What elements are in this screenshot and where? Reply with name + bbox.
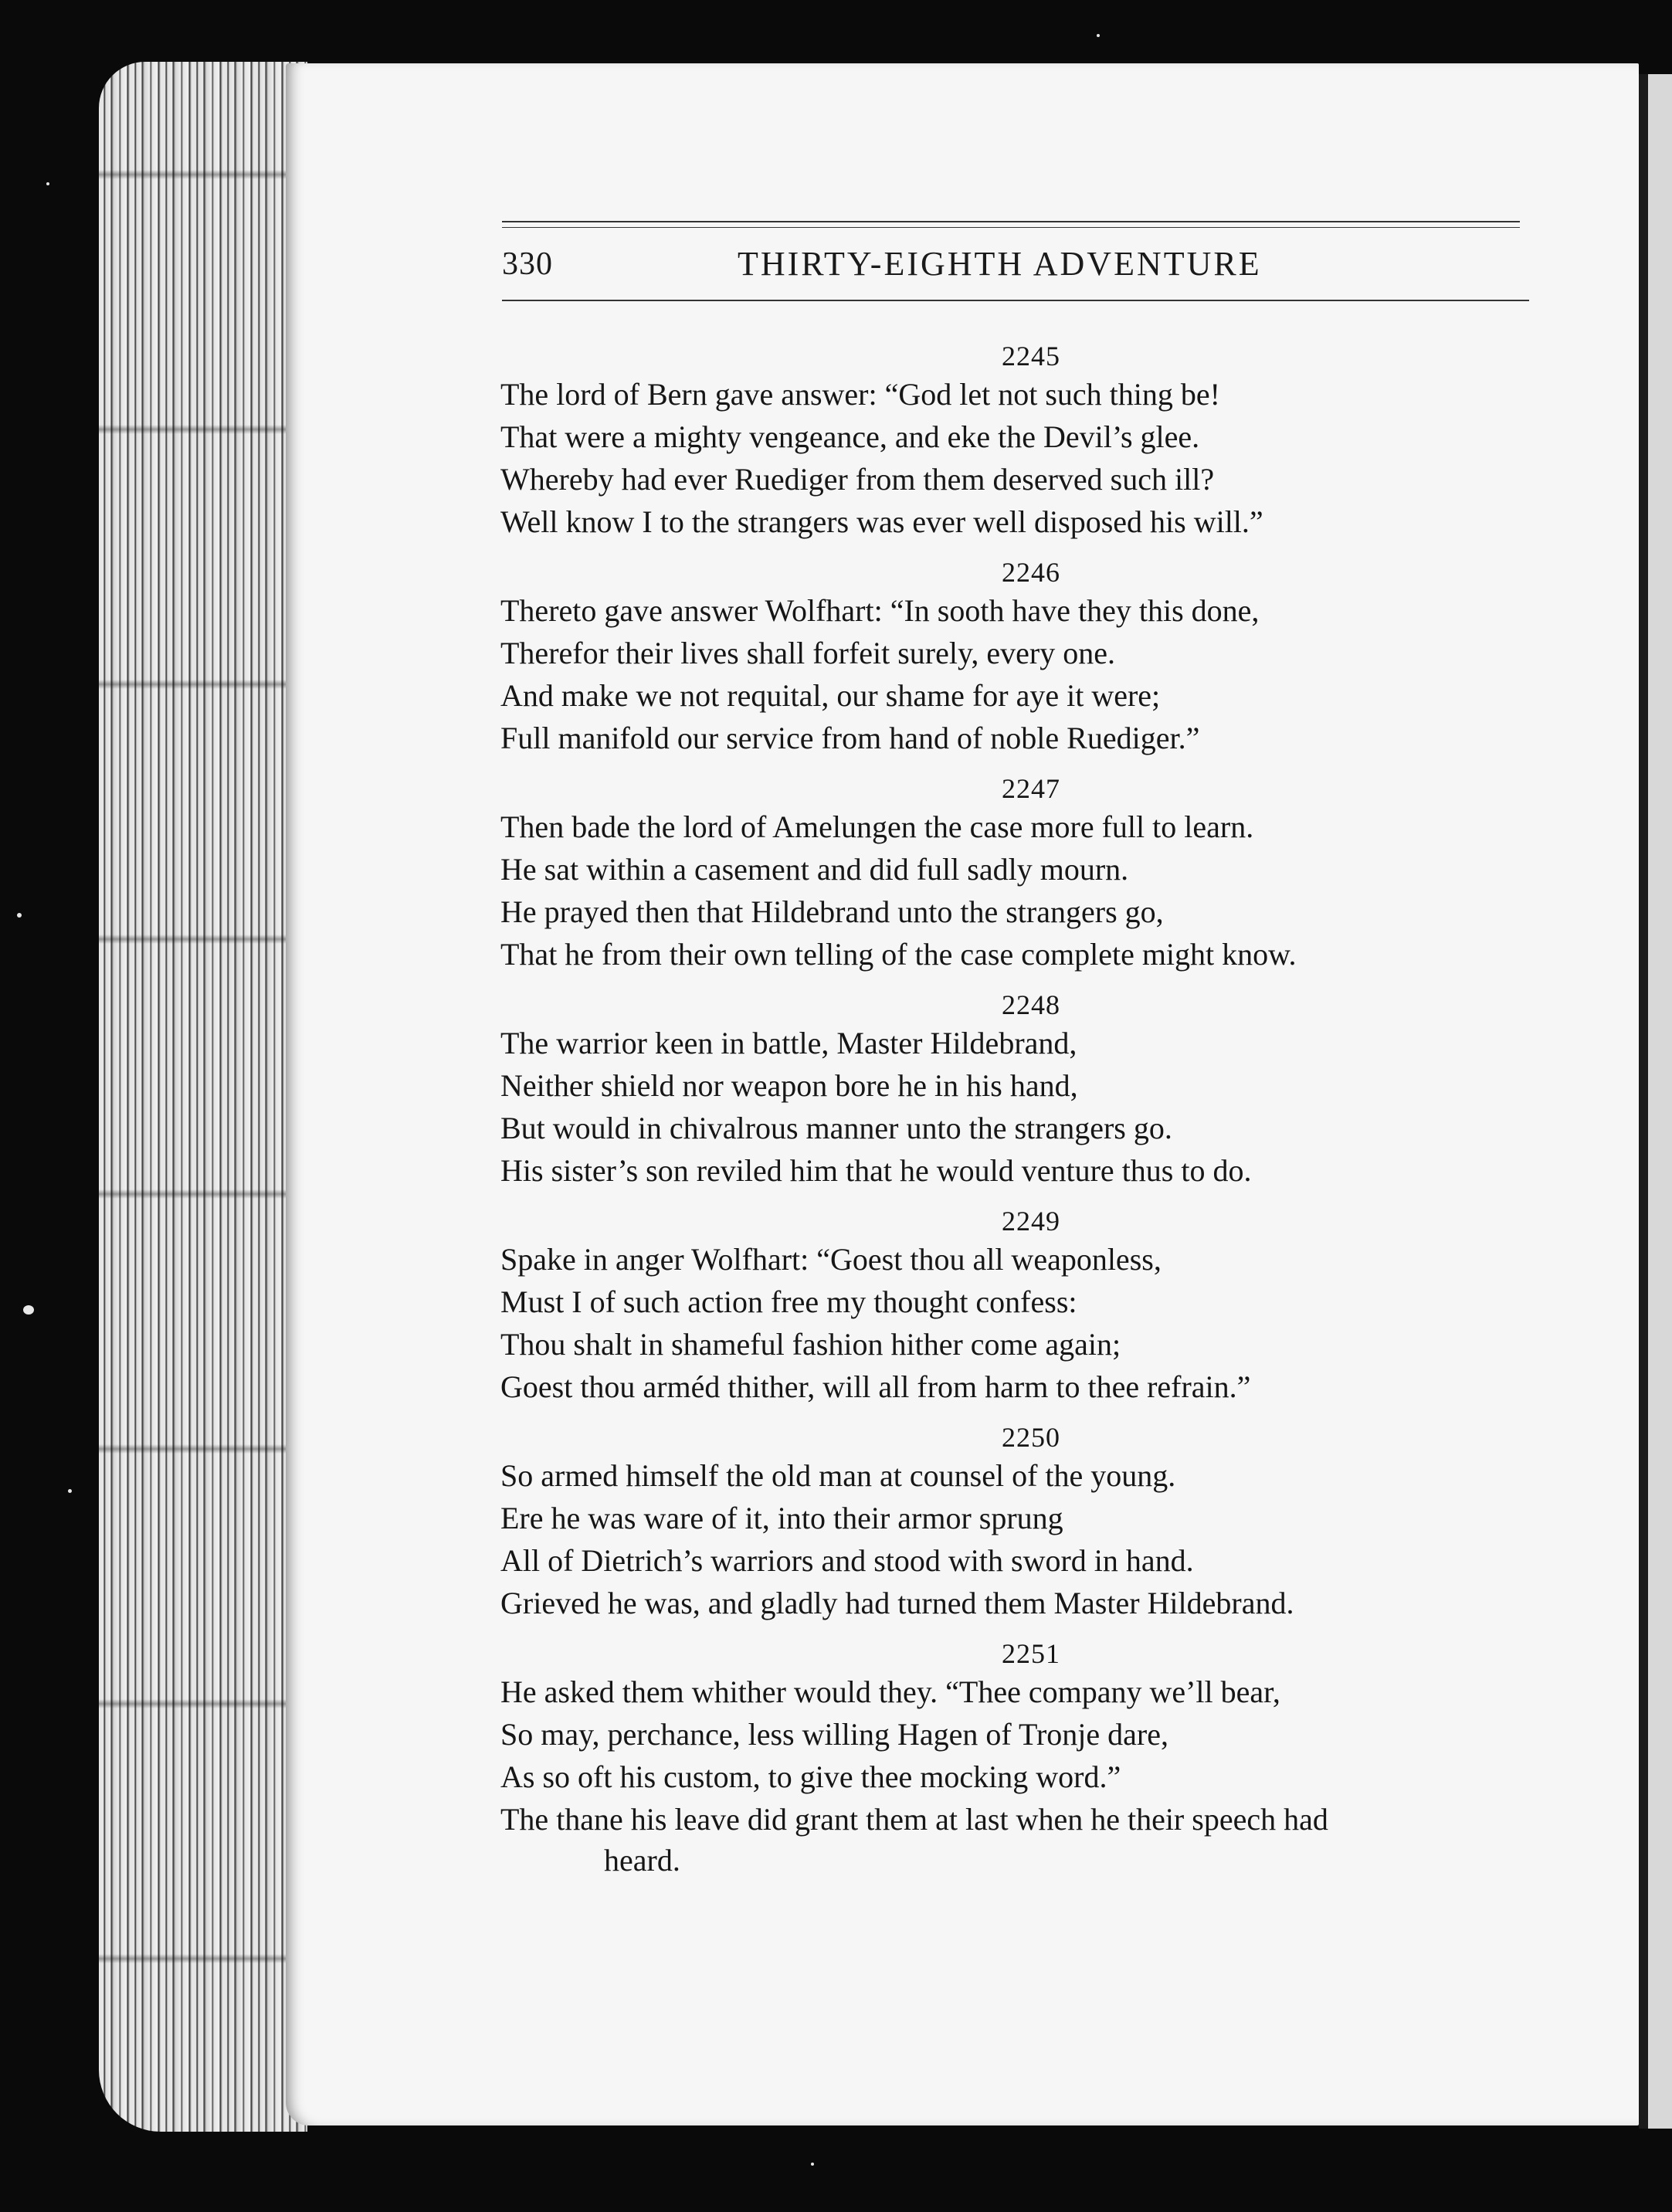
dust-speck bbox=[811, 2163, 814, 2166]
verse-line: That were a mighty vengeance, and eke the Devil’s glee. bbox=[500, 419, 1200, 454]
stanza-number: 2250 bbox=[1002, 1422, 1060, 1453]
verse-line: Whereby had ever Ruediger from them deserved such ill? bbox=[500, 462, 1215, 497]
verse-line: That he from their own telling of the case complete might know. bbox=[500, 937, 1297, 972]
verse-line: Grieved he was, and gladly had turned them Master Hildebrand. bbox=[500, 1586, 1294, 1620]
dust-speck bbox=[23, 1305, 34, 1315]
verse-line: Neither shield nor weapon bore he in his hand, bbox=[500, 1068, 1078, 1103]
verse-line: His sister’s son reviled him that he would venture thus to do. bbox=[500, 1153, 1252, 1188]
stanza bbox=[500, 1205, 1551, 1406]
verse-line: All of Dietrich’s warriors and stood with sword in hand. bbox=[500, 1543, 1194, 1578]
verse-line: But would in chivalrous manner unto the strangers go. bbox=[500, 1111, 1172, 1145]
stanza-number: 2249 bbox=[1002, 1206, 1060, 1237]
dust-speck bbox=[1097, 34, 1100, 37]
verse-line: Therefor their lives shall forfeit surely, every one. bbox=[500, 636, 1115, 670]
verse-line: Then bade the lord of Amelungen the case more full to learn. bbox=[500, 809, 1254, 844]
dust-speck bbox=[68, 1489, 72, 1493]
verse-line: He sat within a casement and did full sadly mourn. bbox=[500, 852, 1129, 887]
stanza-number: 2251 bbox=[1002, 1638, 1060, 1669]
verse-line: Ere he was ware of it, into their armor sprung bbox=[500, 1501, 1063, 1535]
page-gutter-shadow bbox=[1639, 74, 1648, 2129]
header-top-rule-thin bbox=[502, 227, 1520, 228]
verse-line: Spake in anger Wolfhart: “Goest thou all weaponless, bbox=[500, 1242, 1162, 1277]
verse-line-continuation: heard. bbox=[604, 1843, 680, 1878]
stanza bbox=[500, 340, 1551, 541]
dust-speck bbox=[17, 913, 22, 918]
verse-line: The thane his leave did grant them at last when he their speech had bbox=[500, 1802, 1328, 1837]
header-bottom-rule bbox=[502, 300, 1529, 301]
verse-line: Must I of such action free my thought confess: bbox=[500, 1284, 1077, 1319]
verse-line: Thou shalt in shameful fashion hither come again; bbox=[500, 1327, 1121, 1362]
book-fore-edge bbox=[99, 62, 307, 2132]
verse-line: Full manifold our service from hand of noble Ruediger.” bbox=[500, 721, 1200, 755]
page-number: 330 bbox=[502, 246, 553, 282]
verse-line: And make we not requital, our shame for aye it were; bbox=[500, 678, 1161, 713]
stanza-number: 2246 bbox=[1002, 557, 1060, 588]
dust-speck bbox=[46, 182, 49, 185]
facing-page-edge bbox=[1648, 74, 1672, 2129]
verse-line: He asked them whither would they. “Thee company we’ll bear, bbox=[500, 1674, 1280, 1709]
verse-line: Goest thou arméd thither, will all from harm to thee refrain.” bbox=[500, 1369, 1251, 1404]
verse-line: Thereto gave answer Wolfhart: “In sooth have they this done, bbox=[500, 593, 1260, 628]
verse-line: He prayed then that Hildebrand unto the strangers go, bbox=[500, 894, 1164, 929]
stanza-number: 2247 bbox=[1002, 773, 1060, 804]
stanza bbox=[500, 989, 1551, 1189]
stanza-number: 2245 bbox=[1002, 341, 1060, 371]
stanza bbox=[500, 556, 1551, 757]
verse-line: As so oft his custom, to give thee mocking word.” bbox=[500, 1759, 1121, 1794]
verse-line: So may, perchance, less willing Hagen of Tronje dare, bbox=[500, 1717, 1168, 1752]
stanza bbox=[500, 772, 1551, 973]
stanza bbox=[500, 1421, 1551, 1622]
stanza bbox=[500, 1637, 1551, 1885]
verse-line: The lord of Bern gave answer: “God let not such thing be! bbox=[500, 377, 1220, 412]
chapter-title: THIRTY-EIGHTH ADVENTURE bbox=[738, 245, 1262, 283]
running-head bbox=[502, 241, 1520, 287]
verse-line: So armed himself the old man at counsel of the young. bbox=[500, 1458, 1176, 1493]
header-top-rule bbox=[502, 221, 1520, 222]
verse-line: The warrior keen in battle, Master Hildebrand, bbox=[500, 1026, 1077, 1060]
verse-line: Well know I to the strangers was ever well disposed his will.” bbox=[500, 504, 1263, 539]
stanza-number: 2248 bbox=[1002, 989, 1060, 1020]
